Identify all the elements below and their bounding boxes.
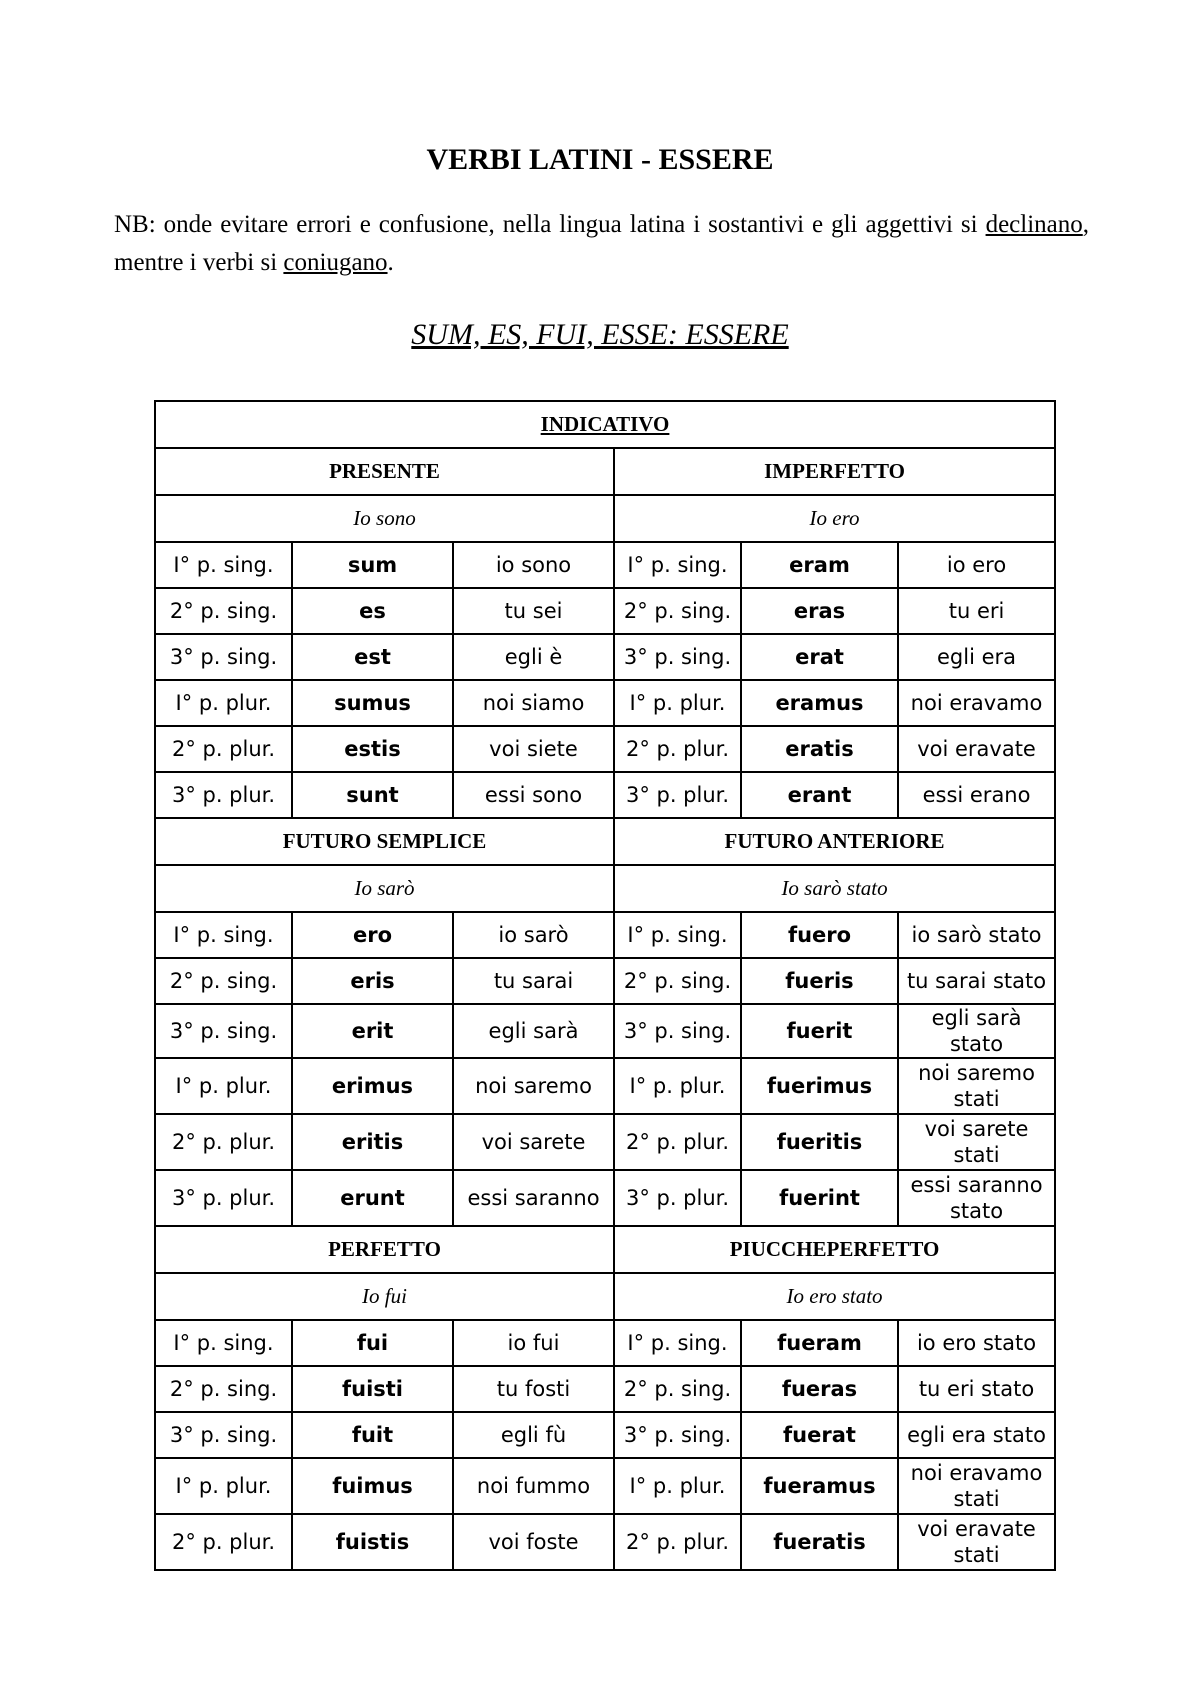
table-row xyxy=(155,912,1055,958)
latin-form-cell: sum xyxy=(292,542,453,588)
translation-row xyxy=(155,1273,1055,1320)
tense-header: PIUCCHEPERFETTO xyxy=(614,1226,1055,1273)
latin-form-cell: erimus xyxy=(292,1058,453,1114)
person-cell: 3° p. sing. xyxy=(614,1412,741,1458)
latin-form-cell: fueras xyxy=(741,1366,898,1412)
person-cell: I° p. sing. xyxy=(155,542,292,588)
table-row xyxy=(155,1058,1055,1114)
person-cell: I° p. sing. xyxy=(614,1320,741,1366)
note-paragraph xyxy=(114,206,1089,282)
italian-translation-cell: voi siete xyxy=(453,726,614,772)
italian-translation-cell: egli è xyxy=(453,634,614,680)
mood-header xyxy=(155,401,1055,448)
tense-header: FUTURO ANTERIORE xyxy=(614,818,1055,865)
latin-form-cell: fuerint xyxy=(741,1170,898,1226)
tense-translation: Io sarò stato xyxy=(614,865,1055,912)
italian-translation-cell: io fui xyxy=(453,1320,614,1366)
person-cell: I° p. sing. xyxy=(155,912,292,958)
table-row xyxy=(155,1514,1055,1570)
translation-row xyxy=(155,865,1055,912)
tense-header: PERFETTO xyxy=(155,1226,614,1273)
italian-translation-cell: voi foste xyxy=(453,1514,614,1570)
italian-translation-cell: egli era stato xyxy=(898,1412,1055,1458)
italian-translation-cell: essi saranno xyxy=(453,1170,614,1226)
person-cell: 3° p. sing. xyxy=(614,1004,741,1058)
table-row xyxy=(155,634,1055,680)
tense-header: IMPERFETTO xyxy=(614,448,1055,495)
italian-translation-cell: egli sarà xyxy=(453,1004,614,1058)
person-cell: 3° p. plur. xyxy=(614,772,741,818)
latin-form-cell: erunt xyxy=(292,1170,453,1226)
person-cell: 3° p. plur. xyxy=(155,772,292,818)
note-word-coniugano: coniugano xyxy=(283,249,388,276)
italian-translation-cell: tu sei xyxy=(453,588,614,634)
latin-form-cell: fuero xyxy=(741,912,898,958)
person-cell: 3° p. sing. xyxy=(155,1412,292,1458)
italian-translation-cell: noi fummo xyxy=(453,1458,614,1514)
italian-translation-cell: tu sarai stato xyxy=(898,958,1055,1004)
person-cell: I° p. plur. xyxy=(614,1058,741,1114)
italian-translation-cell: io ero stato xyxy=(898,1320,1055,1366)
tense-translation: Io ero xyxy=(614,495,1055,542)
italian-translation-cell: tu eri stato xyxy=(898,1366,1055,1412)
latin-form-cell: sunt xyxy=(292,772,453,818)
table-row xyxy=(155,588,1055,634)
latin-form-cell: estis xyxy=(292,726,453,772)
person-cell: 2° p. plur. xyxy=(155,726,292,772)
table-row xyxy=(155,1170,1055,1226)
person-cell: 3° p. sing. xyxy=(614,634,741,680)
tense-translation: Io ero stato xyxy=(614,1273,1055,1320)
latin-form-cell: fuistis xyxy=(292,1514,453,1570)
tense-row xyxy=(155,448,1055,495)
latin-form-cell: fui xyxy=(292,1320,453,1366)
person-cell: I° p. sing. xyxy=(155,1320,292,1366)
tense-row xyxy=(155,818,1055,865)
latin-form-cell: fuerimus xyxy=(741,1058,898,1114)
italian-translation-cell: voi sarete xyxy=(453,1114,614,1170)
latin-form-cell: eritis xyxy=(292,1114,453,1170)
table-row xyxy=(155,1366,1055,1412)
italian-translation-cell: tu sarai xyxy=(453,958,614,1004)
latin-form-cell: erant xyxy=(741,772,898,818)
italian-translation-cell: io sarò stato xyxy=(898,912,1055,958)
latin-form-cell: fuimus xyxy=(292,1458,453,1514)
person-cell: 2° p. sing. xyxy=(614,588,741,634)
latin-form-cell: fuit xyxy=(292,1412,453,1458)
latin-form-cell: fueris xyxy=(741,958,898,1004)
latin-form-cell: eras xyxy=(741,588,898,634)
italian-translation-cell: io sono xyxy=(453,542,614,588)
latin-form-cell: erit xyxy=(292,1004,453,1058)
latin-form-cell: es xyxy=(292,588,453,634)
latin-form-cell: fueram xyxy=(741,1320,898,1366)
person-cell: 2° p. sing. xyxy=(155,958,292,1004)
table-row xyxy=(155,1412,1055,1458)
latin-form-cell: fueramus xyxy=(741,1458,898,1514)
tense-header: FUTURO SEMPLICE xyxy=(155,818,614,865)
italian-translation-cell: egli sarà stato xyxy=(898,1004,1055,1058)
table-row xyxy=(155,1004,1055,1058)
italian-translation-cell: tu fosti xyxy=(453,1366,614,1412)
italian-translation-cell: noi saremo xyxy=(453,1058,614,1114)
person-cell: I° p. sing. xyxy=(614,542,741,588)
italian-translation-cell: essi saranno stato xyxy=(898,1170,1055,1226)
italian-translation-cell: essi sono xyxy=(453,772,614,818)
person-cell: 2° p. plur. xyxy=(155,1514,292,1570)
tense-translation: Io sarò xyxy=(155,865,614,912)
italian-translation-cell: voi eravate stati xyxy=(898,1514,1055,1570)
latin-form-cell: eratis xyxy=(741,726,898,772)
latin-form-cell: erat xyxy=(741,634,898,680)
latin-form-cell: fuerit xyxy=(741,1004,898,1058)
table-row xyxy=(155,772,1055,818)
italian-translation-cell: tu eri xyxy=(898,588,1055,634)
person-cell: I° p. plur. xyxy=(155,1458,292,1514)
person-cell: I° p. plur. xyxy=(614,680,741,726)
conjugation-table xyxy=(154,400,1056,1571)
note-middle: , mentre i verbi si xyxy=(114,211,1089,276)
person-cell: 2° p. sing. xyxy=(155,1366,292,1412)
latin-form-cell: eram xyxy=(741,542,898,588)
tense-header: PRESENTE xyxy=(155,448,614,495)
latin-form-cell: fuerat xyxy=(741,1412,898,1458)
mood-label: INDICATIVO xyxy=(540,412,670,436)
italian-translation-cell: egli era xyxy=(898,634,1055,680)
table-row xyxy=(155,1458,1055,1514)
italian-translation-cell: noi eravamo stati xyxy=(898,1458,1055,1514)
translation-row xyxy=(155,495,1055,542)
latin-form-cell: eris xyxy=(292,958,453,1004)
person-cell: 2° p. sing. xyxy=(155,588,292,634)
person-cell: 3° p. sing. xyxy=(155,634,292,680)
italian-translation-cell: voi sarete stati xyxy=(898,1114,1055,1170)
latin-form-cell: fueritis xyxy=(741,1114,898,1170)
person-cell: 3° p. plur. xyxy=(155,1170,292,1226)
table-row xyxy=(155,1114,1055,1170)
italian-translation-cell: noi saremo stati xyxy=(898,1058,1055,1114)
table-row xyxy=(155,680,1055,726)
italian-translation-cell: voi eravate xyxy=(898,726,1055,772)
italian-translation-cell: noi eravamo xyxy=(898,680,1055,726)
note-prefix: NB: onde evitare errori e confusione, nella lingua latina i sostantivi e gli aggettivi si xyxy=(114,211,986,238)
person-cell: 2° p. plur. xyxy=(614,1114,741,1170)
mood-row xyxy=(155,401,1055,448)
person-cell: 2° p. sing. xyxy=(614,1366,741,1412)
person-cell: 2° p. plur. xyxy=(614,726,741,772)
latin-form-cell: est xyxy=(292,634,453,680)
verb-heading: SUM, ES, FUI, ESSE: ESSERE xyxy=(411,318,789,351)
latin-form-cell: ero xyxy=(292,912,453,958)
person-cell: I° p. plur. xyxy=(155,680,292,726)
italian-translation-cell: noi siamo xyxy=(453,680,614,726)
tense-translation: Io sono xyxy=(155,495,614,542)
italian-translation-cell: essi erano xyxy=(898,772,1055,818)
note-word-declinano: declinano xyxy=(985,211,1083,238)
person-cell: 2° p. sing. xyxy=(614,958,741,1004)
latin-form-cell: eramus xyxy=(741,680,898,726)
italian-translation-cell: io sarò xyxy=(453,912,614,958)
tense-translation: Io fui xyxy=(155,1273,614,1320)
table-row xyxy=(155,542,1055,588)
italian-translation-cell: io ero xyxy=(898,542,1055,588)
person-cell: I° p. plur. xyxy=(155,1058,292,1114)
table-row xyxy=(155,958,1055,1004)
latin-form-cell: fueratis xyxy=(741,1514,898,1570)
person-cell: 3° p. sing. xyxy=(155,1004,292,1058)
table-row xyxy=(155,1320,1055,1366)
tense-row xyxy=(155,1226,1055,1273)
person-cell: 2° p. plur. xyxy=(155,1114,292,1170)
latin-form-cell: sumus xyxy=(292,680,453,726)
person-cell: I° p. sing. xyxy=(614,912,741,958)
person-cell: 2° p. plur. xyxy=(614,1514,741,1570)
conjugation-table-body xyxy=(155,401,1055,1570)
table-row xyxy=(155,726,1055,772)
italian-translation-cell: egli fù xyxy=(453,1412,614,1458)
page-title: VERBI LATINI - ESSERE xyxy=(426,143,774,176)
person-cell: 3° p. plur. xyxy=(614,1170,741,1226)
note-suffix: . xyxy=(387,249,394,276)
latin-form-cell: fuisti xyxy=(292,1366,453,1412)
person-cell: I° p. plur. xyxy=(614,1458,741,1514)
